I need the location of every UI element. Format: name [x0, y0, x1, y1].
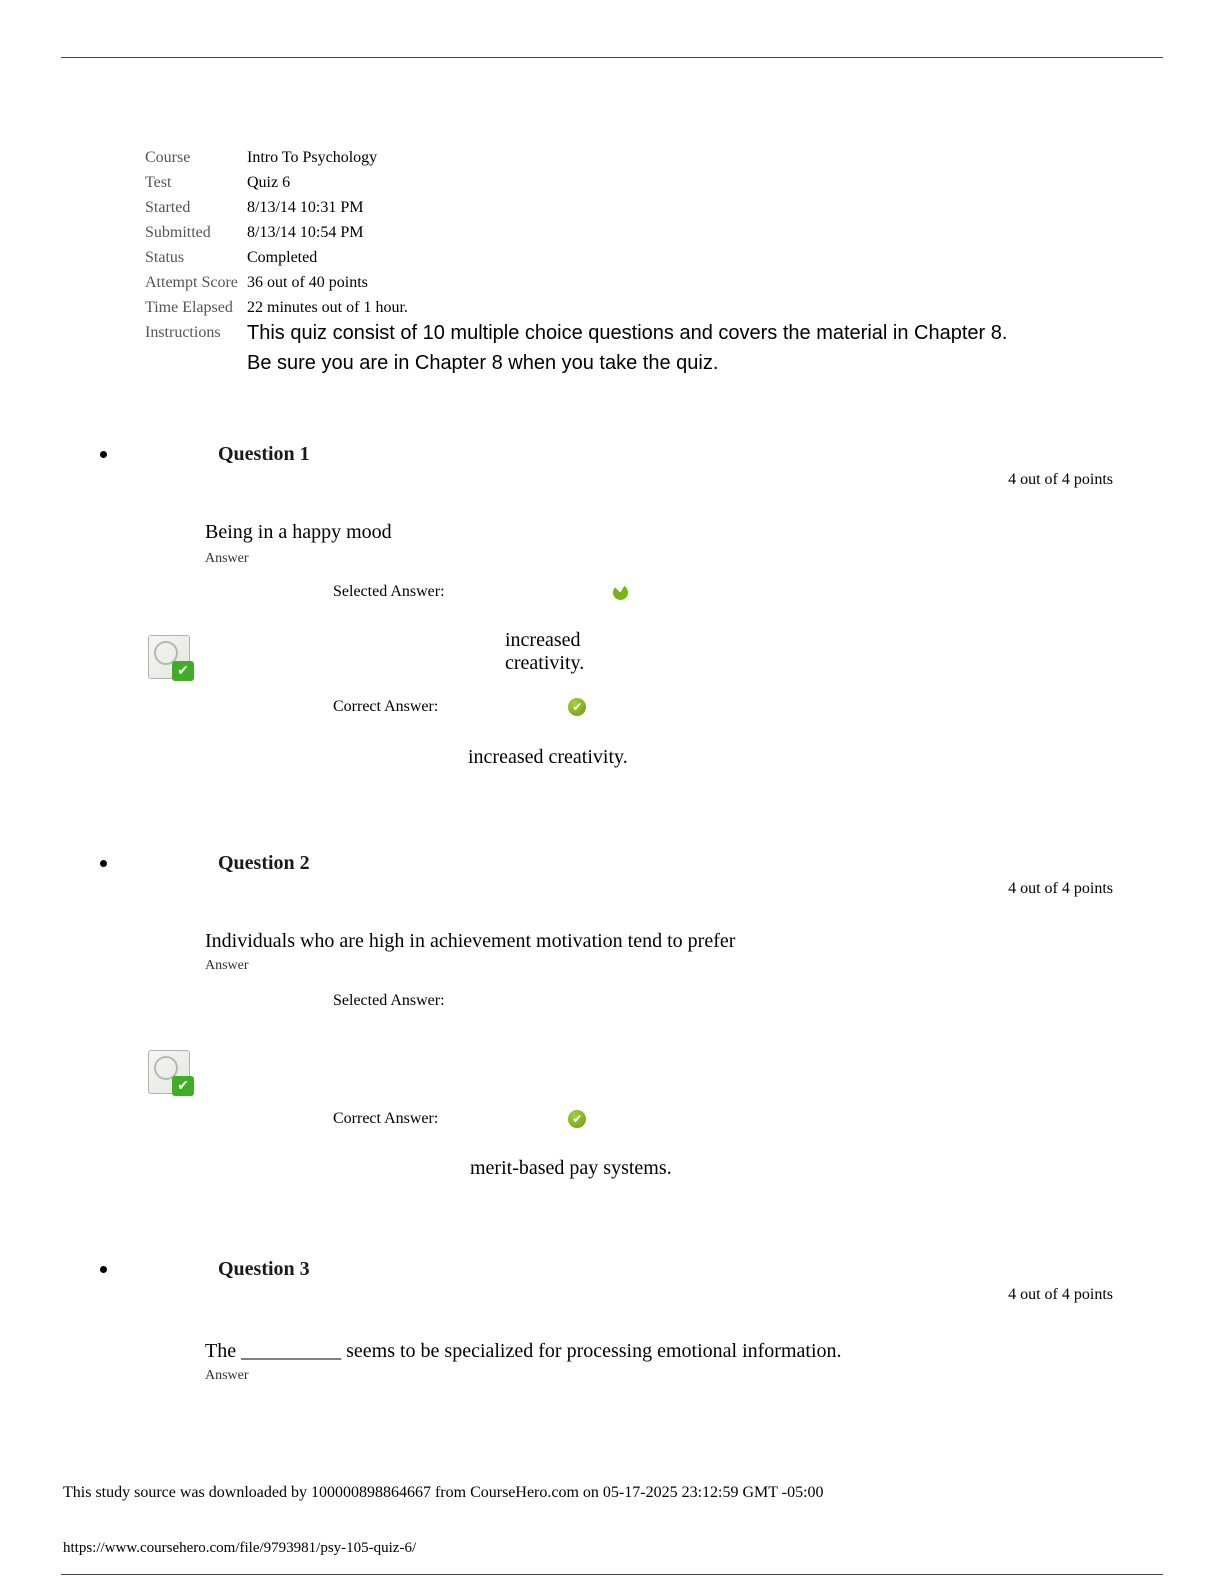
answer-label: Answer	[205, 551, 249, 566]
answer-document-icon	[148, 1050, 194, 1096]
correct-answer-row	[333, 698, 586, 716]
check-badge-icon: ✔	[172, 661, 194, 681]
selected-answer-text: increased creativity.	[505, 629, 585, 674]
question-title: Question 2	[218, 852, 310, 874]
source-url: https://www.coursehero.com/file/9793981/psy-105-quiz-6/	[63, 1540, 417, 1556]
selected-answer-pie-icon	[613, 585, 628, 600]
question-title: Question 1	[218, 443, 310, 465]
meta-label: Test	[145, 174, 172, 191]
selected-answer-row	[333, 992, 445, 1010]
question-block-2	[0, 852, 1224, 1192]
selected-answer-row	[333, 583, 628, 601]
meta-label: Started	[145, 199, 191, 216]
question-points: 4 out of 4 points	[1008, 471, 1113, 488]
meta-row-attempt-score	[145, 270, 1085, 295]
download-attribution: This study source was downloaded by 100000898864667 from CourseHero.com on 05-17-2025 23:12:59 GMT -05:00	[63, 1484, 824, 1501]
question-block-3	[0, 1258, 1224, 1398]
meta-label: Time Elapsed	[145, 299, 233, 316]
bullet-icon	[100, 451, 107, 458]
meta-row-status	[145, 245, 1085, 270]
question-prompt: Individuals who are high in achievement motivation tend to prefer	[205, 930, 736, 952]
correct-answer-label: Correct Answer:	[333, 698, 439, 715]
answer-document-icon	[148, 635, 194, 681]
meta-label: Course	[145, 149, 191, 166]
meta-label: Instructions	[145, 324, 221, 341]
meta-label: Status	[145, 249, 185, 266]
selected-answer-label: Selected Answer:	[333, 583, 445, 600]
meta-value: Quiz 6	[247, 174, 291, 191]
meta-value: Intro To Psychology	[247, 149, 378, 166]
question-title: Question 3	[218, 1258, 310, 1280]
question-block-1	[0, 443, 1224, 783]
meta-value: Completed	[247, 249, 318, 266]
correct-answer-label: Correct Answer:	[333, 1110, 439, 1127]
answer-label: Answer	[205, 958, 249, 973]
question-prompt: Being in a happy mood	[205, 521, 392, 543]
correct-answer-text: merit-based pay systems.	[470, 1157, 672, 1179]
meta-row-submitted	[145, 220, 1085, 245]
answer-label: Answer	[205, 1368, 249, 1383]
check-badge-icon: ✔	[172, 1076, 194, 1096]
meta-value: 8/13/14 10:54 PM	[247, 224, 364, 241]
selected-answer-label: Selected Answer:	[333, 992, 445, 1009]
correct-answer-text: increased creativity.	[468, 746, 628, 768]
question-points: 4 out of 4 points	[1008, 1286, 1113, 1303]
meta-row-started	[145, 195, 1085, 220]
meta-row-course	[145, 145, 1085, 170]
meta-value: 8/13/14 10:31 PM	[247, 199, 364, 216]
bullet-icon	[100, 860, 107, 867]
meta-label: Attempt Score	[145, 274, 238, 291]
quiz-metadata	[145, 145, 1085, 378]
bottom-divider	[61, 1574, 1163, 1575]
top-divider	[61, 57, 1163, 58]
correct-answer-row	[333, 1110, 586, 1128]
meta-row-test	[145, 170, 1085, 195]
meta-value: 36 out of 40 points	[247, 274, 368, 291]
meta-row-time-elapsed	[145, 295, 1085, 320]
question-points: 4 out of 4 points	[1008, 880, 1113, 897]
correct-check-icon: ✔	[568, 1110, 586, 1128]
meta-row-instructions	[145, 320, 1085, 378]
meta-value: 22 minutes out of 1 hour.	[247, 299, 408, 316]
instructions-text: This quiz consist of 10 multiple choice questions and covers the material in Chapter 8. Be sure you are in Chapter 8 when you take the quiz.	[247, 322, 1008, 374]
bullet-icon	[100, 1266, 107, 1273]
question-prompt: The __________ seems to be specialized for processing emotional information.	[205, 1340, 842, 1362]
meta-label: Submitted	[145, 224, 211, 241]
correct-check-icon: ✔	[568, 698, 586, 716]
